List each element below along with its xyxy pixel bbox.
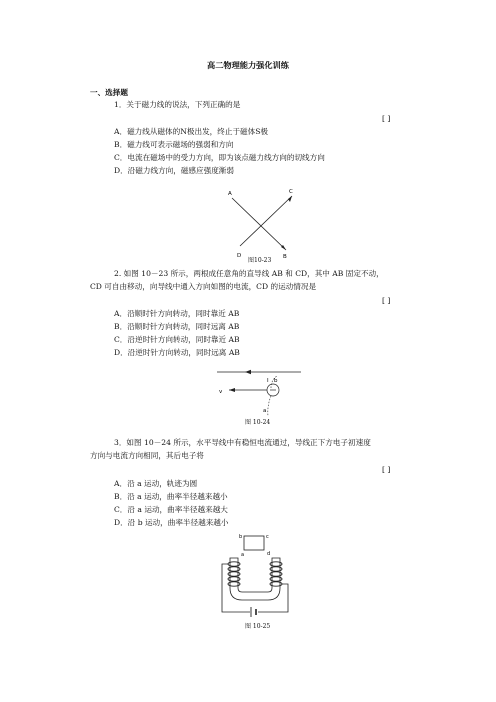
label-d: D xyxy=(237,253,242,259)
figure-10-25-caption: 图 10-25 xyxy=(245,623,271,630)
circuit-wire-right xyxy=(258,584,288,612)
question-1-option-a: A．磁力线从磁体的N极出发，终止于磁体S极 xyxy=(114,127,269,136)
label-b: b xyxy=(239,534,243,540)
label-c: c xyxy=(266,534,269,540)
figure-10-23 xyxy=(222,186,302,264)
current-arrow-cd xyxy=(288,196,292,202)
wire-cd xyxy=(240,196,292,246)
question-1-option-d: D．沿磁力线方向，磁感应强度渐弱 xyxy=(114,166,234,175)
velocity-arrow xyxy=(229,388,235,392)
question-3-stem-line-2: 方向与电流方向相同，其后电子将 xyxy=(90,451,204,460)
answer-bracket-2: [ ] xyxy=(382,296,391,305)
label-b: B xyxy=(283,254,287,260)
label-a: a xyxy=(241,552,245,558)
question-2-option-b: B．沿顺时针方向转动，同时远离 AB xyxy=(114,322,240,331)
figure-10-24 xyxy=(205,366,305,424)
label-i: I xyxy=(267,378,269,384)
label-a: a xyxy=(263,408,267,414)
answer-bracket-3: [ ] xyxy=(382,465,391,474)
wire-loop xyxy=(244,536,264,550)
question-3-stem-line-1: 3．如图 10－24 所示，水平导线中有稳恒电流通过，导线正下方电子初速度 xyxy=(114,438,371,447)
question-1-option-b: B．磁力线可表示磁场的强弱和方向 xyxy=(114,140,234,149)
question-2-stem-line-1: 2. 如图 10－23 所示，两根成任意角的直导线 AB 和 CD，其中 AB 固定不动， xyxy=(114,269,384,278)
u-core xyxy=(230,558,280,600)
question-2-option-a: A．沿顺时针方向转动，同时靠近 AB xyxy=(114,309,240,318)
label-a: A xyxy=(228,191,232,197)
figure-10-23-caption: 图10-23 xyxy=(248,257,272,264)
question-3-option-d: D．沿 b 运动，曲率半径越来越小 xyxy=(114,518,229,527)
question-1-stem: 1．关于磁力线的说法，下列正确的是 xyxy=(114,100,241,109)
page-title: 高二物理能力强化训练 xyxy=(207,60,289,70)
label-c: C xyxy=(289,189,293,195)
question-3-option-a: A．沿 a 运动，轨迹为圆 xyxy=(114,479,198,488)
current-arrow xyxy=(245,370,251,374)
question-3-option-b: B．沿 a 运动，曲率半径越来越小 xyxy=(114,492,228,501)
answer-bracket-1: [ ] xyxy=(382,114,391,123)
figure-10-25 xyxy=(214,530,296,622)
label-d: d xyxy=(267,551,271,557)
question-3-option-c: C．沿 a 运动，曲率半径越来越大 xyxy=(114,505,228,514)
question-2-option-c: C．沿逆时针方向转动，同时靠近 AB xyxy=(114,335,240,344)
figure-10-24-caption: 图 10-24 xyxy=(245,419,271,426)
section-heading: 一、选择题 xyxy=(90,88,128,97)
wire-ab xyxy=(232,198,286,250)
label-v: v xyxy=(219,389,223,395)
question-2-option-d: D．沿逆时针方向转动，同时远离 AB xyxy=(114,348,240,357)
question-1-option-c: C．电流在磁场中的受力方向，即为该点磁力线方向的切线方向 xyxy=(114,153,325,162)
label-b: b xyxy=(274,378,278,384)
question-2-stem-line-2: CD 可自由移动，向导线中通入方向如图的电流，CD 的运动情况是 xyxy=(90,282,317,291)
path-a xyxy=(268,396,271,416)
